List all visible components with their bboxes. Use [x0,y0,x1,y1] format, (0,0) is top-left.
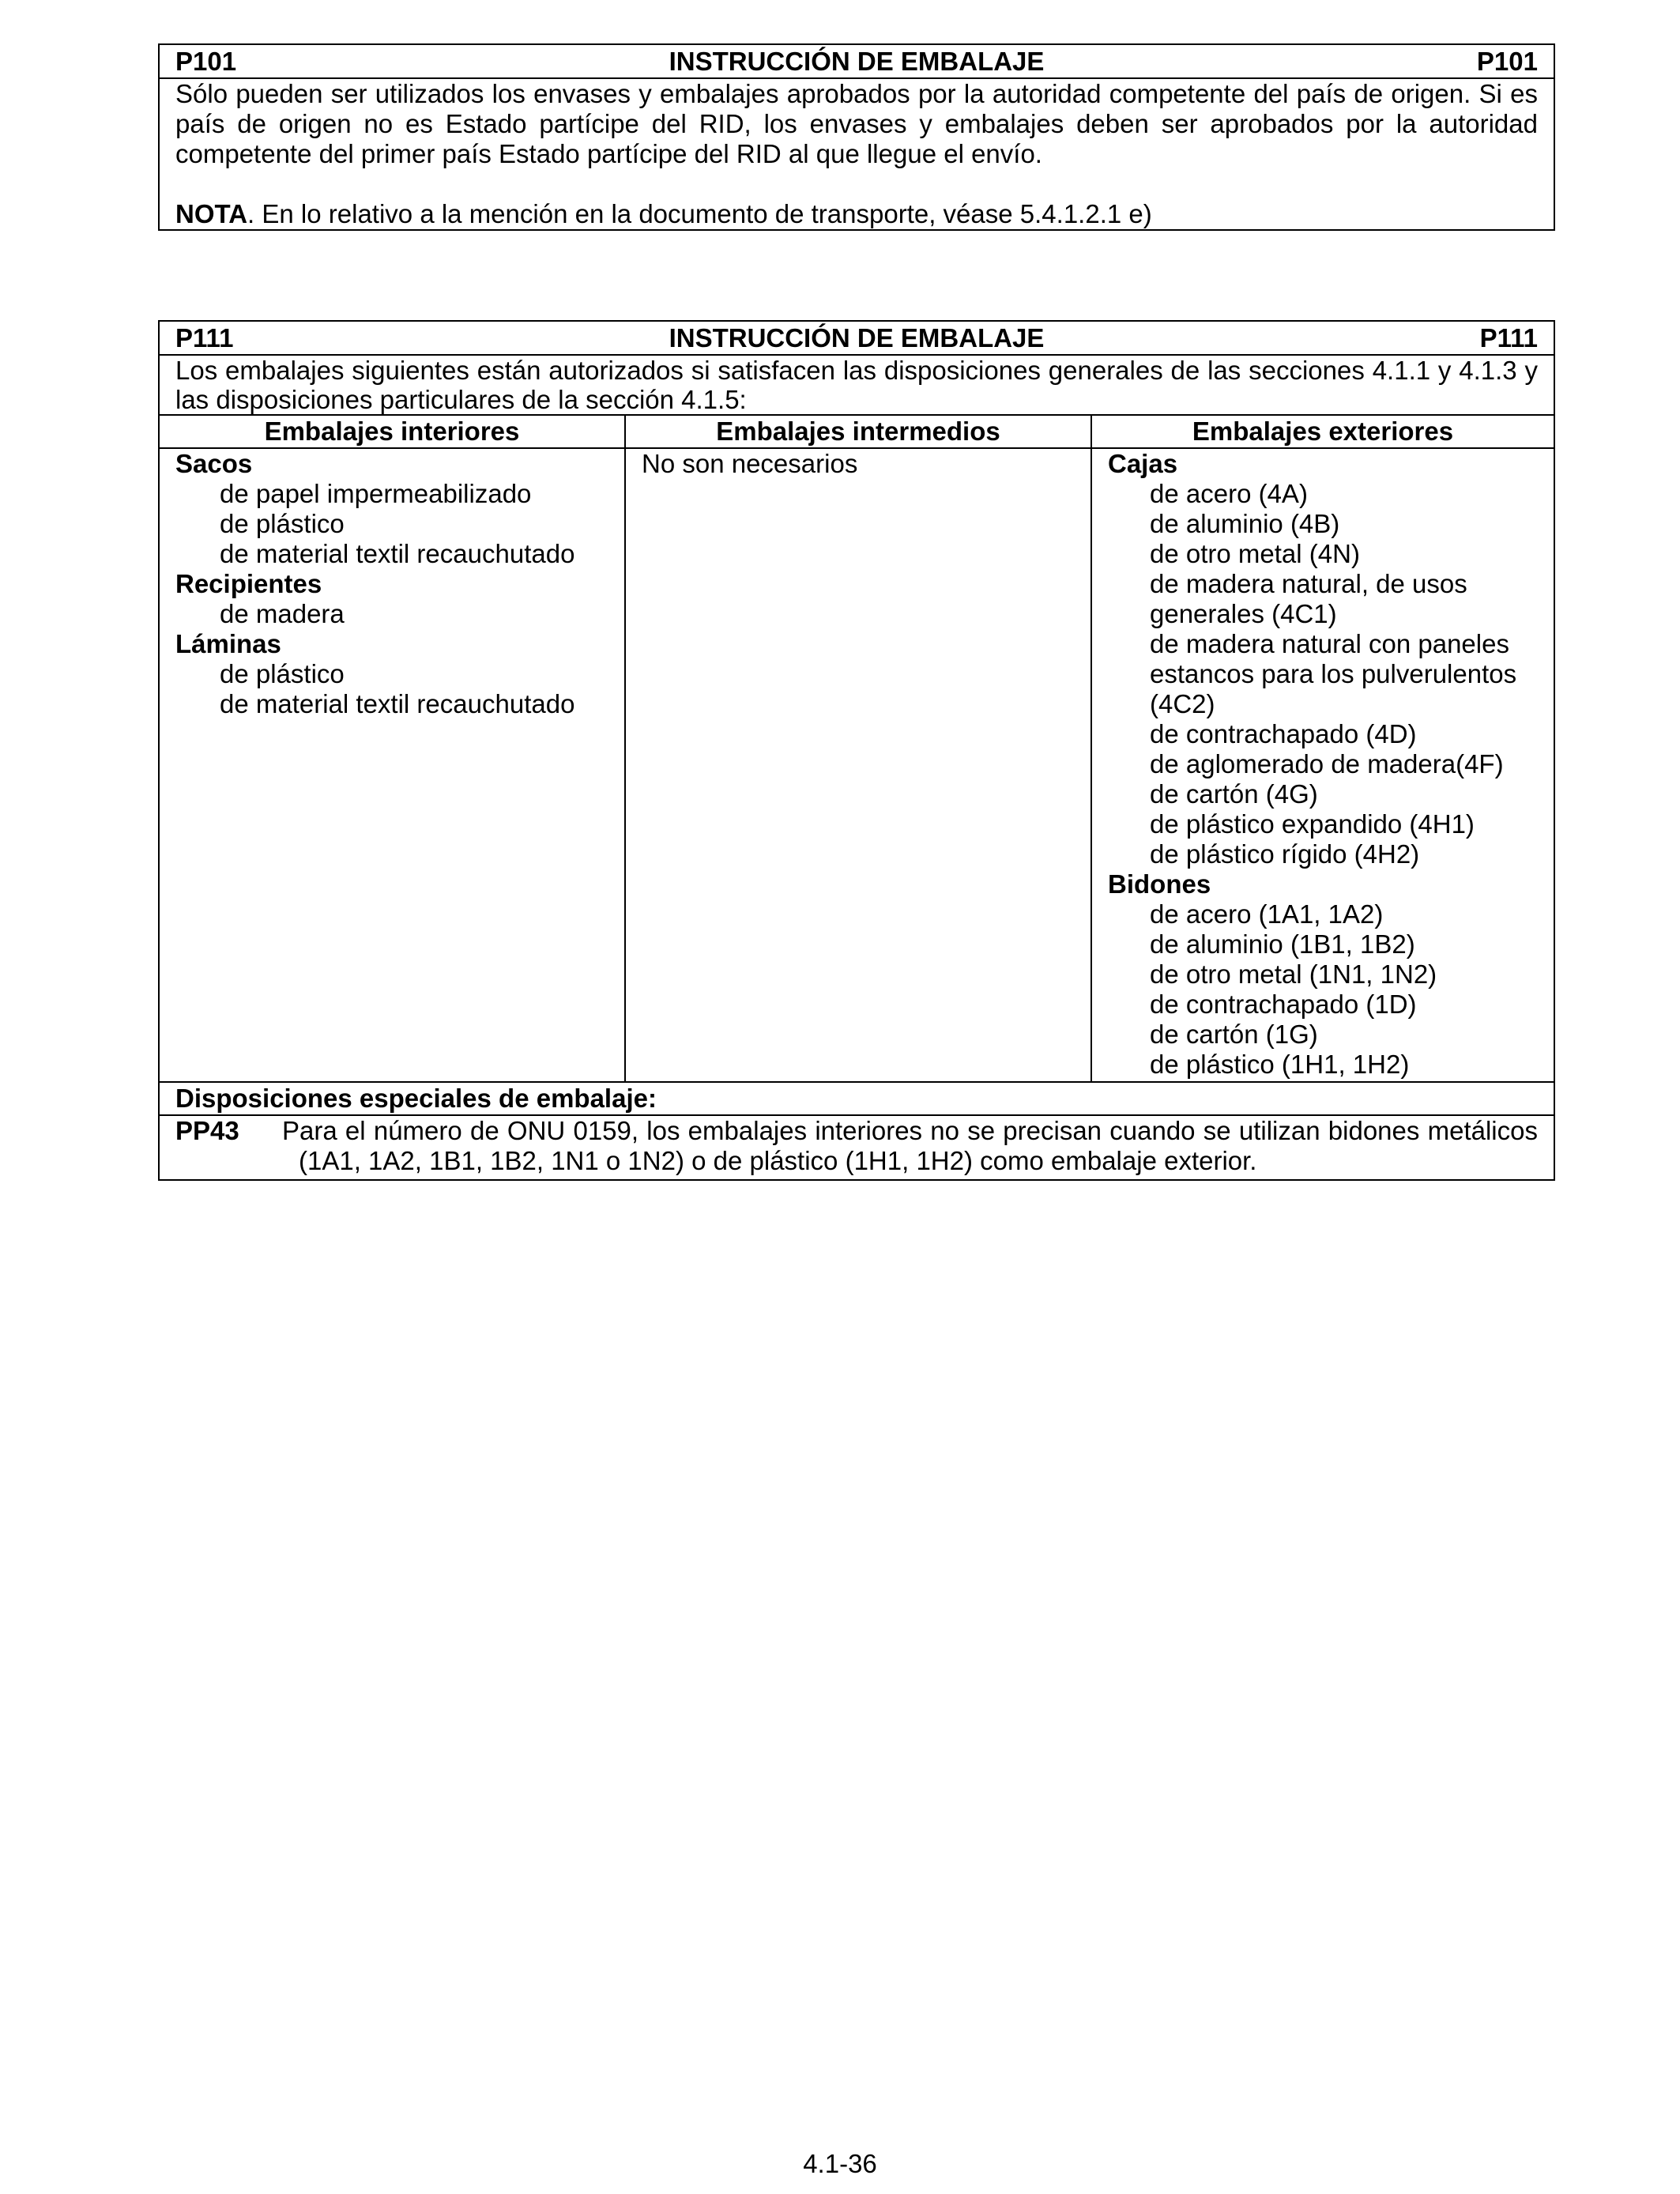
list-item: de contrachapado (4D) [1150,719,1417,748]
col-header-intermediate: Embalajes intermedios [624,416,1090,447]
col-header-outer: Embalajes exteriores [1090,416,1554,447]
list-item: de contrachapado (1D) [1150,990,1417,1019]
p101-note [175,199,1538,229]
packing-instruction-p111 [158,320,1555,1181]
list-item: de acero (1A1, 1A2) [1150,899,1384,929]
intermediate-packagings-column [624,449,1090,1081]
list-item: de material textil recauchutado [220,539,575,568]
p111-header-row [160,322,1554,356]
list-item: de otro metal (1N1, 1N2) [1150,959,1437,989]
p111-code-right: P111 [1479,323,1538,352]
inner-packagings-column [160,449,624,1081]
p111-code-left: P111 [175,323,234,352]
list-item: de plástico [220,659,345,688]
outer-group-bidones: Bidones [1108,869,1211,899]
list-item: de plástico rígido (4H2) [1150,839,1420,869]
p101-code-right: P101 [1476,47,1538,76]
p111-title: INSTRUCCIÓN DE EMBALAJE [669,323,1045,352]
special-provision-text: Para el número de ONU 0159, los embalajes interiores no se precisan cuando se utilizan bidones metálicos (1A1, 1A2, 1B1, 1B2, 1N1 o 1N2) o de plástico (1H1, 1H2) como embalaje exterior. [282,1116,1538,1175]
list-item: de aglomerado de madera(4F) [1150,749,1504,778]
list-item: de papel impermeabilizado [220,479,532,508]
list-item: de cartón (4G) [1150,779,1318,809]
p101-paragraph: Sólo pueden ser utilizados los envases y embalajes aprobados por la autoridad competente del país de origen. Si es país de origen no es Estado partícipe del RID, los envases y embalajes deben ser aprobados por la autoridad competente del primer país Estado partícipe del RID al que llegue el envío. [175,79,1538,168]
special-provisions-heading: Disposiciones especiales de embalaje: [160,1083,1554,1116]
special-provision-code: PP43 [175,1116,239,1145]
list-item: de cartón (1G) [1150,1020,1318,1049]
list-item: de madera natural, de usos generales (4C1) [1150,569,1467,628]
list-item: de otro metal (4N) [1150,539,1360,568]
list-item: de material textil recauchutado [220,689,575,718]
list-item: de plástico expandido (4H1) [1150,809,1475,839]
list-item: de madera natural con paneles estancos para los pulverulentos (4C2) [1150,629,1517,718]
col-header-inner: Embalajes interiores [264,417,520,446]
list-item: de plástico [220,509,345,538]
inner-group-sacos: Sacos [175,449,253,478]
list-item: de acero (4A) [1150,479,1308,508]
packing-instruction-p101 [158,43,1555,231]
p101-note-text: . En lo relativo a la mención en la documento de transporte, véase 5.4.1.2.1 e) [247,199,1152,228]
p101-header-row [160,45,1554,79]
inner-group-laminas: Láminas [175,629,281,658]
p111-intro: Los embalajes siguientes están autorizados si satisfacen las disposiciones generales de las secciones 4.1.1 y 4.1.3 y las disposiciones particulares de la sección 4.1.5: [160,356,1554,416]
list-item: de aluminio (4B) [1150,509,1340,538]
list-item: de aluminio (1B1, 1B2) [1150,929,1415,959]
p111-column-headers [160,416,1554,449]
special-provision-row [160,1116,1554,1179]
outer-group-cajas: Cajas [1108,449,1178,478]
p111-packaging-table [160,449,1554,1083]
list-item: de plástico (1H1, 1H2) [1150,1050,1410,1079]
outer-packagings-column [1090,449,1554,1081]
page-number: 4.1-36 [803,2149,877,2178]
list-item: de madera [220,599,345,628]
inner-group-recipientes: Recipientes [175,569,322,598]
p101-note-label: NOTA [175,199,248,228]
p101-code-left: P101 [175,47,237,76]
p101-title: INSTRUCCIÓN DE EMBALAJE [669,47,1045,76]
p101-body [160,79,1554,229]
intermediate-value: No son necesarios [642,449,858,478]
